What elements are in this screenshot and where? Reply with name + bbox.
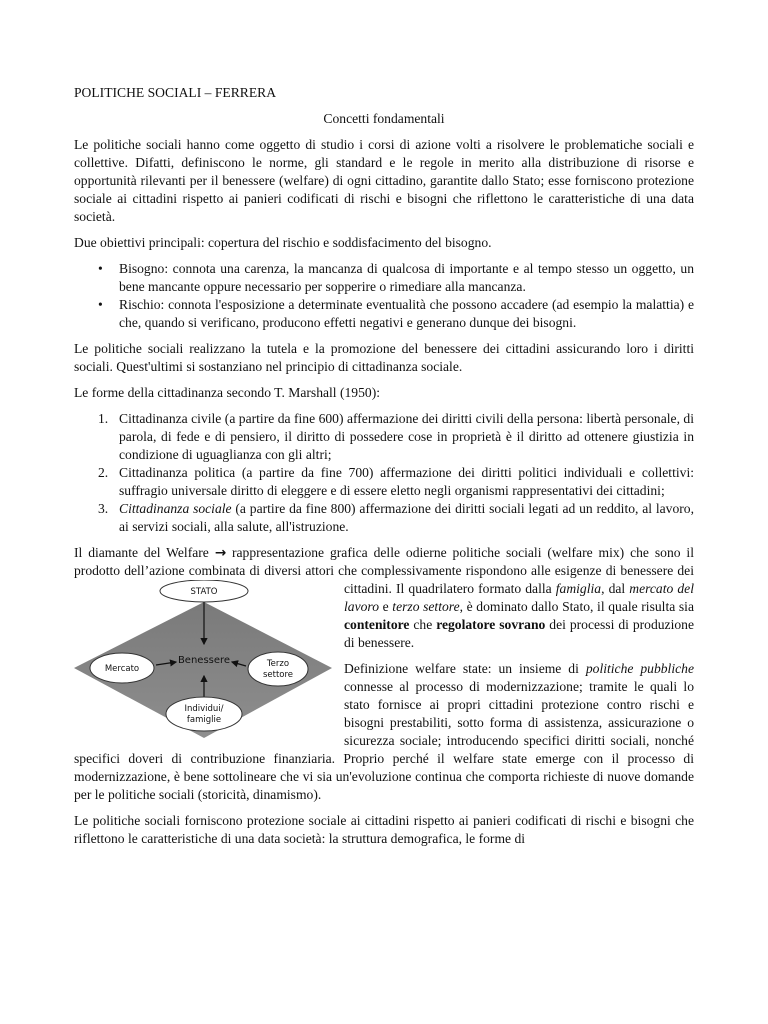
bullet-item-bisogno: • Bisogno: connota una carenza, la mancanza di qualcosa di importante e al tempo stesso un oggetto, un bene mancante oppure necessario per sopperire o rimediare alla mancanza. (119, 260, 694, 296)
diamond-section (74, 544, 694, 804)
paragraph-welfare-definition: Definizione welfare state: un insieme di politiche pubbliche connesse al processo di modernizzazione; tramite le quali lo stato fornisce ai propri cittadini protezione contro rischi e bisogni prestabiliti, sotto forma di assistenza, assicurazione o sicurezza sociale; introducendo specifici diritti sociali, nonché specifici doveri di contribuzione finanziaria. Proprio perché il welfare state emerge con il processo di modernizzazione, è bene sottolineare che vi sia un'evoluzione continua che comporta richieste di nuove domande per le politiche sociali (storicità, dinamismo). (74, 661, 694, 802)
svg-text:Terzo: Terzo (266, 659, 290, 669)
svg-text:STATO: STATO (190, 587, 218, 597)
paragraph-marshall: Le forme della cittadinanza secondo T. Marshall (1950): (74, 385, 380, 400)
svg-text:famiglie: famiglie (186, 715, 222, 725)
paragraph-protection: Le politiche sociali forniscono protezione sociale ai cittadini rispetto ai panieri codificati di rischi e bisogni che riflettono le caratteristiche di una data società: la struttura demografica, le forme di (74, 813, 694, 846)
node-individui-famiglie (166, 697, 242, 731)
node-benessere: Benessere (177, 655, 231, 666)
paragraph-rights: Le politiche sociali realizzano la tutela e la promozione del benessere dei cittadini assicurando loro i diritti sociali. Quest'ultimi si sostanziano nel principio di cittadinanza sociale. (74, 341, 694, 374)
paragraph-diamond: Il diamante del Welfare → rappresentazione grafica delle odierne politiche sociali (welfare mix) che sono il prodotto dell’azione combinata di diversi attori che complessivamente rispondono alle esigenze di benessere dei cittadini. Il quadrilatero formato dalla famiglia, dal mercato del lavoro e terzo settore, è dominato dallo Stato, il quale risulta sia contenitore che regolatore sovrano dei processi di produzione di benessere. (74, 545, 694, 650)
list-item: 2. Cittadinanza politica (a partire da fine 700) affermazione dei diritti politici individuali e collettivi: suffragio universale diritto di eleggere e di essere eletto negli organismi rappresentativi dei cittadini; (98, 465, 694, 498)
bullet-item-rischio: • Rischio: connota l'esposizione a determinate eventualità che possono accadere (ad esempio la malattia) e che, quando si verificano, producono effetti negativi e generano dunque dei bisogni. (119, 296, 694, 332)
document-title: POLITICHE SOCIALI – FERRERA (74, 85, 277, 100)
node-terzo-settore (248, 652, 308, 686)
paragraph-intro: Le politiche sociali hanno come oggetto di studio i corsi di azione volti a risolvere le problematiche sociali e collettive. Difatti, definiscono le norme, gli standard e le regole in merito alla distribuzione di risorse e opportunità rilevanti per il benessere (welfare) di ogni cittadino, garantite dallo Stato; esse forniscono protezione sociale ai cittadini rispetto ai panieri codificati di rischi e bisogni che riflettono le caratteristiche di una data società. (74, 137, 694, 224)
document-page (74, 84, 694, 856)
welfare-diamond-diagram (74, 580, 334, 742)
arrow-right-icon: → (214, 545, 227, 561)
diamond-svg (74, 580, 334, 742)
svg-text:settore: settore (262, 670, 294, 680)
list-item: 3. Cittadinanza sociale (a partire da fine 800) affermazione dei diritti sociali legati ad un reddito, al lavoro, ai servizi sociali, alla salute, all'istruzione. (98, 501, 694, 534)
bullet-list (74, 260, 694, 332)
list-item: 1. Cittadinanza civile (a partire da fine 600) affermazione dei diritti civili della persona: libertà personale, di parola, di fede e di pensiero, il diritto di possedere cose in proprietà è il diritto ad ottenere giustizia in condizione di uguaglianza con gli altri; (98, 411, 694, 462)
svg-text:Individui/: Individui/ (184, 704, 224, 714)
paragraph-objectives: Due obiettivi principali: copertura del rischio e soddisfacimento del bisogno. (74, 235, 492, 250)
svg-text:Mercato: Mercato (104, 664, 140, 674)
document-subtitle: Concetti fondamentali (323, 111, 445, 126)
numbered-list (74, 410, 694, 536)
